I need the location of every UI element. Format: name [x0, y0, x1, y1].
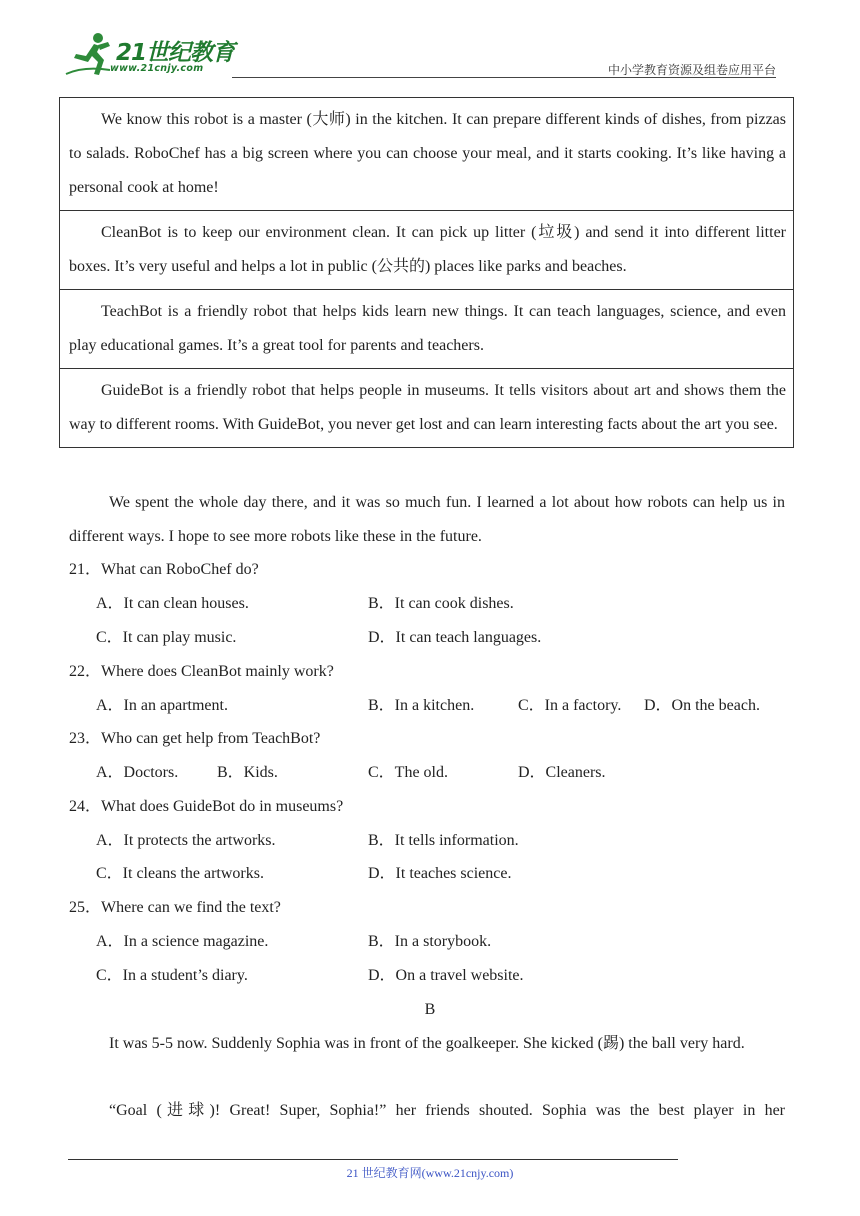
q25-option-c: C．In a student’s diary. [96, 967, 248, 984]
q24-option-c: C．It cleans the artworks. [96, 865, 264, 882]
q25-option-a: A．In a science magazine. [96, 933, 269, 950]
robot-cell-teachbot: TeachBot is a friendly robot that helps kids learn new things. It can teach languages, science, and even play educational games. It’s a great tool for parents and teachers. [60, 290, 793, 369]
question-22: 22．Where does CleanBot mainly work? [69, 663, 334, 680]
q21-option-d: D．It can teach languages. [368, 629, 542, 646]
q25-option-b: B．In a storybook. [368, 933, 492, 950]
section-b-paragraph-1: It was 5-5 now. Suddenly Sophia was in front of the goalkeeper. She kicked (踢) the ball very hard. [109, 1035, 745, 1052]
site-logo [64, 30, 234, 80]
header-divider [232, 77, 776, 78]
question-25: 25．Where can we find the text? [69, 899, 281, 916]
q23-option-c: C．The old. [368, 764, 448, 781]
question-21: 21．What can RoboChef do? [69, 561, 259, 578]
footer-link[interactable]: 21 世纪教育网(www.21cnjy.com) [346, 1166, 514, 1180]
q21-option-a: A．It can clean houses. [96, 595, 249, 612]
closing-paragraph: We spent the whole day there, and it was so much fun. I learned a lot about how robots can help us in different ways. I hope to see more robots like these in the future. [69, 494, 785, 545]
logo-text: 21世纪教育 [116, 40, 235, 66]
q24-option-a: A．It protects the artworks. [96, 832, 276, 849]
q23-option-a: A．Doctors. [96, 764, 179, 781]
q24-option-b: B．It tells information. [368, 832, 519, 849]
q21-option-c: C．It can play music. [96, 629, 237, 646]
q23-option-d: D．Cleaners. [518, 764, 606, 781]
section-b-paragraph-2: “Goal (进球)! Great! Super, Sophia!” her friends shouted. Sophia was the best player in her [109, 1102, 785, 1119]
robot-cell-robochef: We know this robot is a master (大师) in the kitchen. It can prepare different kinds of dishes, from pizzas to salads. RoboChef has a big screen where you can choose your meal, and it starts cooking. It’s like having a personal cook at home! [60, 98, 793, 211]
q22-option-b: B．In a kitchen. [368, 697, 475, 714]
question-23: 23．Who can get help from TeachBot? [69, 730, 321, 747]
q22-option-a: A．In an apartment. [96, 697, 228, 714]
q25-option-d: D．On a travel website. [368, 967, 524, 984]
q22-option-c: C．In a factory. [518, 697, 622, 714]
robot-table [59, 97, 794, 448]
platform-title: 中小学教育资源及组卷应用平台 [607, 63, 776, 77]
robot-cell-cleanbot: CleanBot is to keep our environment clean. It can pick up litter (垃圾) and send it into different litter boxes. It’s very useful and helps a lot in public (公共的) places like parks and beaches. [60, 211, 793, 290]
q21-option-b: B．It can cook dishes. [368, 595, 514, 612]
q24-option-d: D．It teaches science. [368, 865, 512, 882]
q23-option-b: B．Kids. [217, 764, 278, 781]
question-24: 24．What does GuideBot do in museums? [69, 798, 344, 815]
runner-icon [64, 30, 116, 78]
logo-url: www.21cnjy.com [110, 63, 204, 74]
section-b-heading: B [424, 1001, 436, 1018]
q22-option-d: D．On the beach. [644, 697, 760, 714]
footer-divider [68, 1159, 678, 1160]
robot-cell-guidebot: GuideBot is a friendly robot that helps people in museums. It tells visitors about art and shows them the way to different rooms. With GuideBot, you never get lost and can learn interesting facts about the art you see. [60, 369, 793, 448]
